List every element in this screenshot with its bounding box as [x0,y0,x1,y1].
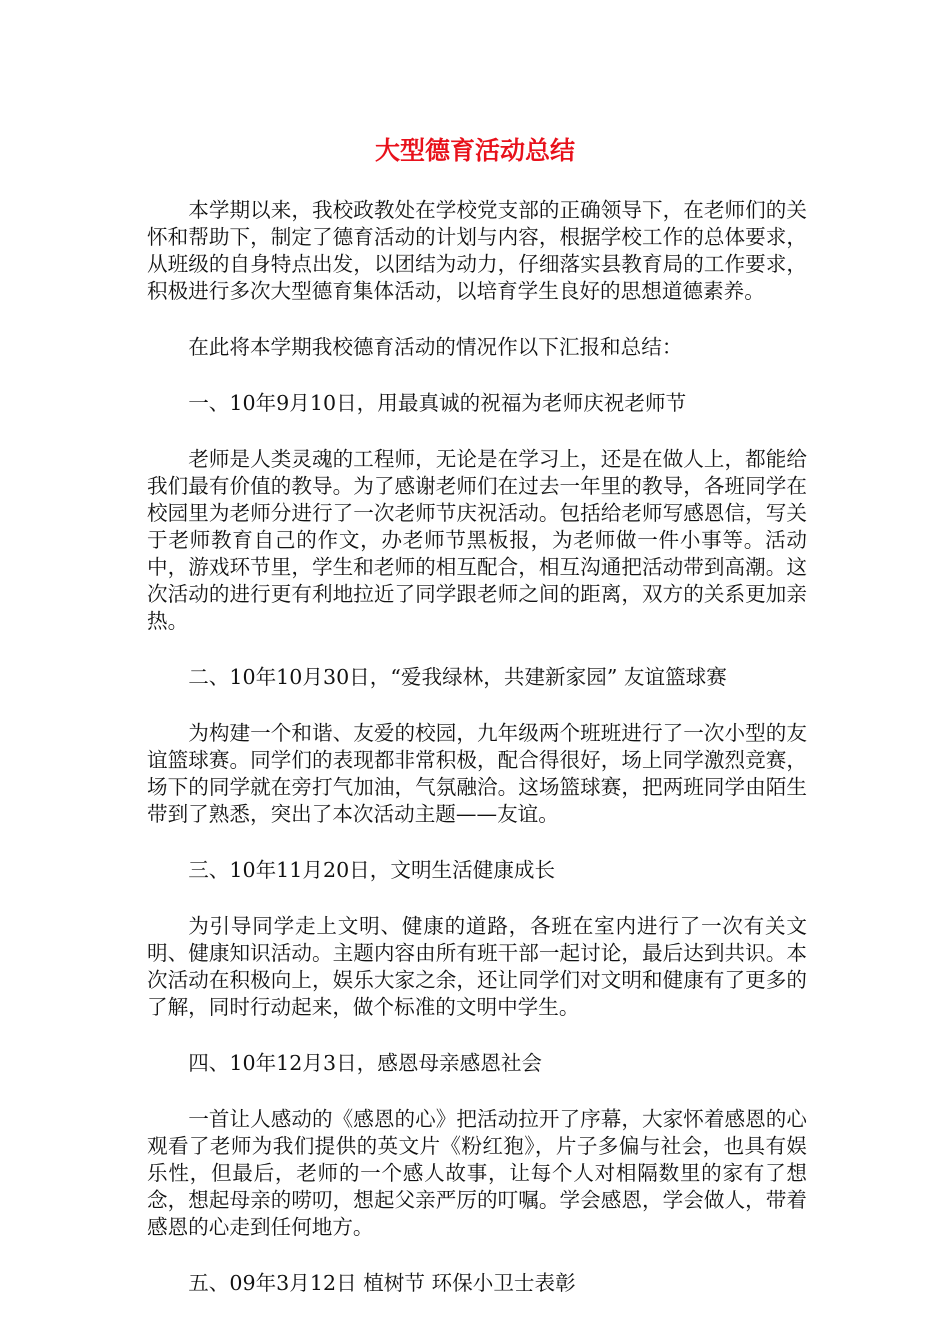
section-heading-1: 一、10年9月10日，用最真诚的祝福为老师庆祝老师节 [188,391,687,415]
section-body-4: 一首让人感动的《感恩的心》把活动拉开了序幕，大家怀着感恩的心观看了老师为我们提供的英文片《粉红狍》，片子多偏与社会，也具有娱乐性，但最后，老师的一个感人故事，让每个人对相隔数里的家有了想念，想起母亲的唠叨，想起父亲严厉的叮嘱。学会感恩，学会做人，带着感恩的心走到任何地方。 [147,1107,807,1239]
section-body-2: 为构建一个和谐、友爱的校园，九年级两个班班进行了一次小型的友谊篮球赛。同学们的表现都非常积极，配合得很好，场上同学激烈竞赛，场下的同学就在旁打气加油，气氛融洽。这场篮球赛，把两班同学由陌生带到了熟悉，突出了本次活动主题——友谊。 [147,721,807,826]
section-heading-2: 二、10年10月30日，“爱我绿林，共建新家园” 友谊篮球赛 [188,665,727,689]
section-body-3: 为引导同学走上文明、健康的道路，各班在室内进行了一次有关文明、健康知识活动。主题内容由所有班干部一起讨论，最后达到共识。本次活动在积极向上，娱乐大家之余，还让同学们对文明和健康有了更多的了解，同时行动起来，做个标准的文明中学生。 [147,914,807,1019]
section-heading-5: 五、09年3月12日 植树节 环保小卫士表彰 [188,1271,576,1295]
document-title: 大型德育活动总结 [374,136,575,165]
summary-lead-paragraph: 在此将本学期我校德育活动的情况作以下汇报和总结： [188,335,683,359]
section-heading-4: 四、10年12月3日，感恩母亲感恩社会 [188,1051,543,1075]
intro-paragraph: 本学期以来，我校政教处在学校党支部的正确领导下，在老师们的关怀和帮助下，制定了德育活动的计划与内容，根据学校工作的总体要求，从班级的自身特点出发，以团结为动力，仔细落实县教育局的工作要求，积极进行多次大型德育集体活动，以培育学生良好的思想道德素养。 [147,198,807,303]
section-body-1: 老师是人类灵魂的工程师，无论是在学习上，还是在做人上，都能给我们最有价值的教导。为了感谢老师们在过去一年里的教导，各班同学在校园里为老师分进行了一次老师节庆祝活动。包括给老师写感恩信，写关于老师教育自己的作文，办老师节黑板报，为老师做一件小事等。活动中，游戏环节里，学生和老师的相互配合，相互沟通把活动带到高潮。这次活动的进行更有利地拉近了同学跟老师之间的距离，双方的关系更加亲热。 [147,447,807,633]
section-heading-3: 三、10年11月20日，文明生活健康成长 [188,858,556,882]
document-body [147,197,807,1297]
